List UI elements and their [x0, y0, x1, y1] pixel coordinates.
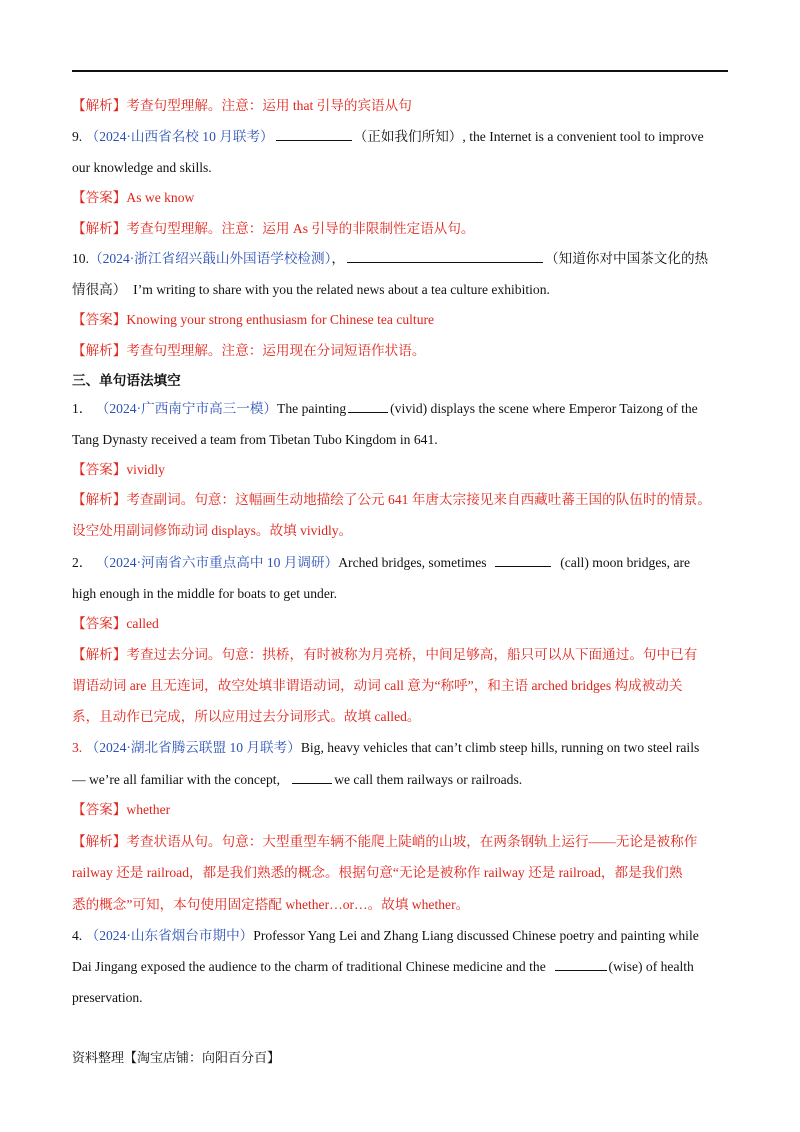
g3-analysis-line-3: [72, 895, 732, 915]
g3-answer: whether: [126, 802, 171, 817]
q10-line-2: [72, 280, 732, 300]
g4-blank[interactable]: [555, 957, 607, 971]
g2-answer: called: [126, 616, 159, 631]
g1-text-1b: (vivid) displays the scene where Emperor Taizong of the: [390, 401, 698, 416]
g1-number: 1．: [72, 401, 93, 416]
g1-blank[interactable]: [348, 399, 388, 413]
g1-analysis-2: 设空处用副词修饰动词 displays。故填 vividly。: [72, 523, 353, 538]
q10-analysis-line: [72, 341, 732, 361]
q10-comma: ，: [331, 251, 346, 266]
g3-text-1: Big, heavy vehicles that can’t climb steep hills, running on two steel rails: [300, 740, 700, 755]
g1-line-2: [72, 430, 732, 450]
q10-answer: Knowing your strong enthusiasm for Chinese tea culture: [126, 312, 435, 327]
g3-line-2: [72, 770, 732, 790]
g1-analysis-line-2: [72, 521, 732, 541]
analysis-label: 【解析】: [72, 98, 127, 113]
q10-hint-2: 情很高）: [72, 282, 127, 297]
g4-line-2: [72, 957, 732, 977]
g2-line-2: [72, 584, 732, 604]
analysis-label: 【解析】: [72, 343, 127, 358]
g1-source: （2024·广西南宁市高三一模）: [95, 401, 278, 416]
g1-answer-line: [72, 460, 732, 480]
g2-line-1: [72, 553, 732, 573]
prev-analysis-line: [72, 96, 732, 116]
q10-answer-line: [72, 310, 732, 330]
g3-analysis-line-1: [72, 832, 732, 852]
q9-analysis: 考查句型理解。注意：运用 As 引导的非限制性定语从句。: [126, 221, 475, 236]
g4-text-2a: Dai Jingang exposed the audience to the charm of traditional Chinese medicine and the: [72, 959, 546, 974]
answer-label: 【答案】: [72, 802, 127, 817]
answer-label: 【答案】: [72, 616, 127, 631]
q9-number: 9.: [72, 129, 83, 144]
g3-answer-line: [72, 800, 732, 820]
g4-line-3: [72, 988, 732, 1008]
q10-line-1: [72, 249, 732, 269]
header-rule: [72, 70, 728, 72]
analysis-text: 考查句型理解。注意：运用 that 引导的宾语从句: [126, 98, 412, 113]
g1-text-2: Tang Dynasty received a team from Tibetan Tubo Kingdom in 641.: [72, 432, 438, 447]
g3-source: （2024·湖北省腾云联盟 10 月联考）: [85, 740, 301, 755]
analysis-label: 【解析】: [72, 221, 127, 236]
g4-number: 4.: [72, 928, 83, 943]
g4-source: （2024·山东省烟台市期中）: [85, 928, 254, 943]
q9-source: （2024·山西省名校 10 月联考）: [85, 129, 274, 144]
g3-analysis-1: 考查状语从句。句意：大型重型车辆不能爬上陡峭的山坡，在两条钢轨上运行——无论是被称作: [126, 834, 698, 849]
page-footer: 资料整理【淘宝店铺：向阳百分百】: [72, 1050, 281, 1065]
g2-blank[interactable]: [495, 553, 551, 567]
q9-answer: As we know: [126, 190, 195, 205]
g4-text-2b: (wise) of health: [608, 959, 694, 974]
g2-text-2: high enough in the middle for boats to get under.: [72, 586, 338, 601]
g2-analysis-2: 谓语动词 are 且无连词，故空处填非谓语动词，动词 call 意为“称呼”，和主语 arched bridges 构成被动关: [72, 678, 683, 693]
q9-blank[interactable]: [276, 127, 352, 141]
q10-hint-1: （知道你对中国茶文化的热: [545, 251, 709, 266]
g2-text-1a: Arched bridges, sometimes: [338, 555, 487, 570]
g3-text-2a: — we’re all familiar with the concept,: [72, 772, 280, 787]
g3-number: 3.: [72, 740, 83, 755]
g2-analysis-1: 考查过去分词。句意：拱桥，有时被称为月亮桥，中间足够高，船只可以从下面通过。句中已有: [126, 647, 698, 662]
g4-text-1: Professor Yang Lei and Zhang Liang discussed Chinese poetry and painting while: [253, 928, 699, 943]
q9-line-2: [72, 158, 732, 178]
g1-analysis-1: 考查副词。句意：这幅画生动地描绘了公元 641 年唐太宗接见来自西藏吐蕃王国的队伍时的情景。: [126, 492, 711, 507]
g3-line-1: [72, 738, 732, 758]
g4-line-1: [72, 926, 732, 946]
g2-analysis-3: 系，且动作已完成，所以应用过去分词形式。故填 called。: [72, 709, 421, 724]
q10-text: I’m writing to share with you the related news about a tea culture exhibition.: [133, 282, 550, 297]
g1-analysis-line-1: [72, 490, 732, 510]
g3-blank[interactable]: [292, 770, 332, 784]
section-title: 三、单句语法填空: [72, 373, 181, 388]
g2-analysis-line-3: [72, 707, 732, 727]
q10-analysis: 考查句型理解。注意：运用现在分词短语作状语。: [126, 343, 426, 358]
q9-answer-line: [72, 188, 732, 208]
g1-text-1a: The painting: [277, 401, 347, 416]
q10-blank[interactable]: [347, 249, 543, 263]
g2-number: 2．: [72, 555, 93, 570]
g2-text-1b: (call) moon bridges, are: [560, 555, 691, 570]
analysis-label: 【解析】: [72, 834, 127, 849]
q9-text-2: our knowledge and skills.: [72, 160, 212, 175]
g3-analysis-2: railway 还是 railroad，都是我们熟悉的概念。根据句意“无论是被称作 railway 还是 railroad，都是我们熟: [72, 865, 683, 880]
g3-analysis-3: 悉的概念”可知，本句使用固定搭配 whether…or…。故填 whether。: [72, 897, 470, 912]
g2-answer-line: [72, 614, 732, 634]
q9-line-1: [72, 127, 732, 147]
g3-analysis-line-2: [72, 863, 732, 883]
g4-text-3: preservation.: [72, 990, 143, 1005]
q9-hint: （正如我们所知）: [353, 129, 463, 144]
answer-label: 【答案】: [72, 190, 127, 205]
analysis-label: 【解析】: [72, 647, 127, 662]
g2-analysis-line-2: [72, 676, 732, 696]
q10-source: （2024·浙江省绍兴蕺山外国语学校检测）: [89, 251, 332, 266]
g1-line-1: [72, 399, 732, 419]
g1-answer: vividly: [126, 462, 165, 477]
q9-text-1: , the Internet is a convenient tool to improve: [462, 129, 704, 144]
analysis-label: 【解析】: [72, 492, 127, 507]
answer-label: 【答案】: [72, 312, 127, 327]
g2-source: （2024·河南省六市重点高中 10 月调研）: [95, 555, 339, 570]
g2-analysis-line-1: [72, 645, 732, 665]
q9-analysis-line: [72, 219, 732, 239]
answer-label: 【答案】: [72, 462, 127, 477]
g3-text-2b: we call them railways or railroads.: [334, 772, 523, 787]
q10-number: 10.: [72, 251, 89, 266]
